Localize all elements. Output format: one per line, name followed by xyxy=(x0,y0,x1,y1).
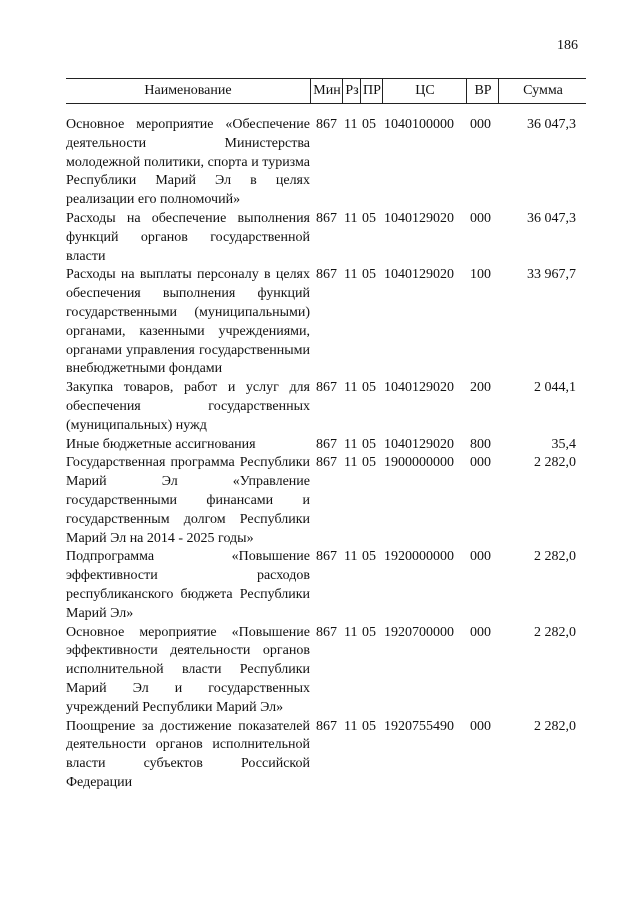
row-min: 867 xyxy=(316,210,337,226)
row-name: Подпрограмма «Повышение эффективности расходов республиканского бюджета Республики Марий Эл» xyxy=(66,549,310,621)
row-rz: 11 xyxy=(344,210,358,226)
row-min: 867 xyxy=(316,549,337,565)
table-row xyxy=(66,454,596,548)
table-row xyxy=(66,624,596,718)
row-pr: 05 xyxy=(362,267,376,283)
row-sum: 36 047,3 xyxy=(527,210,576,226)
table-row xyxy=(66,548,596,623)
row-min: 867 xyxy=(316,718,337,734)
row-rz: 11 xyxy=(344,117,358,132)
page-number: 186 xyxy=(557,38,578,53)
table-row xyxy=(66,436,596,455)
row-name: Расходы на обеспечение выполнения функций органов государственной власти xyxy=(66,210,310,264)
header-sum: Сумма xyxy=(498,79,587,103)
row-rz: 11 xyxy=(344,267,358,283)
row-cs: 1040129020 xyxy=(384,380,454,396)
row-name: Закупка товаров, работ и услуг для обеспечения государственных (муниципальных) нужд xyxy=(66,380,310,433)
row-name: Иные бюджетные ассигнования xyxy=(66,436,256,452)
row-rz: 11 xyxy=(344,624,358,640)
row-rz: 11 xyxy=(344,455,358,471)
table-row xyxy=(66,266,596,379)
row-vr: 000 xyxy=(470,718,491,734)
row-pr: 05 xyxy=(362,455,376,471)
row-pr: 05 xyxy=(362,718,376,734)
header-min: Мин xyxy=(310,79,343,103)
row-vr: 000 xyxy=(470,549,491,565)
row-name: Расходы на выплаты персоналу в целях обеспечения выполнения функций государственными (муниципальными) органами, казенными учреждениями, органами управления государственными внебюджетными фондами xyxy=(66,267,310,377)
table-body xyxy=(66,116,596,793)
row-pr: 05 xyxy=(362,549,376,565)
row-name: Поощрение за достижение показателей деятельности органов исполнительной власти субъектов Российской Федерации xyxy=(66,718,310,790)
row-rz: 11 xyxy=(344,436,358,452)
row-name: Основное мероприятие «Повышение эффективности деятельности органов исполнительной власти Республики Марий Эл и государственных учреждений Республики Марий Эл» xyxy=(66,624,310,715)
row-sum: 2 282,0 xyxy=(534,455,576,471)
table-row xyxy=(66,116,596,210)
row-sum: 2 044,1 xyxy=(534,380,576,396)
row-sum: 2 282,0 xyxy=(534,624,576,640)
row-rz: 11 xyxy=(344,549,358,565)
header-rz: Рз xyxy=(342,79,361,103)
row-cs: 1040100000 xyxy=(384,117,454,132)
row-sum: 2 282,0 xyxy=(534,549,576,565)
row-cs: 1040129020 xyxy=(384,210,454,226)
header-cs: ЦС xyxy=(382,79,467,103)
row-min: 867 xyxy=(316,117,337,132)
row-sum: 2 282,0 xyxy=(534,718,576,734)
row-cs: 1040129020 xyxy=(384,436,454,452)
row-vr: 000 xyxy=(470,117,491,132)
row-sum: 35,4 xyxy=(551,436,576,452)
row-pr: 05 xyxy=(362,117,376,132)
table-row xyxy=(66,379,596,435)
row-rz: 11 xyxy=(344,380,358,396)
row-vr: 000 xyxy=(470,210,491,226)
row-vr: 000 xyxy=(470,624,491,640)
row-name: Государственная программа Республики Марий Эл «Управление государственными финансами и государственным долгом Республики Марий Эл на 2014 - 2025 годы» xyxy=(66,455,310,546)
row-cs: 1920700000 xyxy=(384,624,454,640)
row-min: 867 xyxy=(316,455,337,471)
table-row xyxy=(66,210,596,266)
row-rz: 11 xyxy=(344,718,358,734)
row-cs: 1900000000 xyxy=(384,455,454,471)
row-min: 867 xyxy=(316,380,337,396)
header-name: Наименование xyxy=(144,83,232,98)
row-vr: 800 xyxy=(470,436,491,452)
header-pr: ПР xyxy=(360,79,383,103)
row-min: 867 xyxy=(316,267,337,283)
row-pr: 05 xyxy=(362,624,376,640)
row-cs: 1920755490 xyxy=(384,718,454,734)
table-header xyxy=(66,78,586,104)
row-min: 867 xyxy=(316,624,337,640)
row-pr: 05 xyxy=(362,380,376,396)
row-name: Основное мероприятие «Обеспечение деятельности Министерства молодежной политики, спорта и туризма Республики Марий Эл в целях реализации его полномочий» xyxy=(66,117,310,208)
row-vr: 000 xyxy=(470,455,491,471)
table-row xyxy=(66,718,596,793)
row-pr: 05 xyxy=(362,436,376,452)
header-vr: ВР xyxy=(466,79,499,103)
row-vr: 100 xyxy=(470,267,491,283)
row-vr: 200 xyxy=(470,380,491,396)
row-cs: 1040129020 xyxy=(384,267,454,283)
row-sum: 33 967,7 xyxy=(527,267,576,283)
row-sum: 36 047,3 xyxy=(527,117,576,132)
row-pr: 05 xyxy=(362,210,376,226)
row-min: 867 xyxy=(316,436,337,452)
row-cs: 1920000000 xyxy=(384,549,454,565)
